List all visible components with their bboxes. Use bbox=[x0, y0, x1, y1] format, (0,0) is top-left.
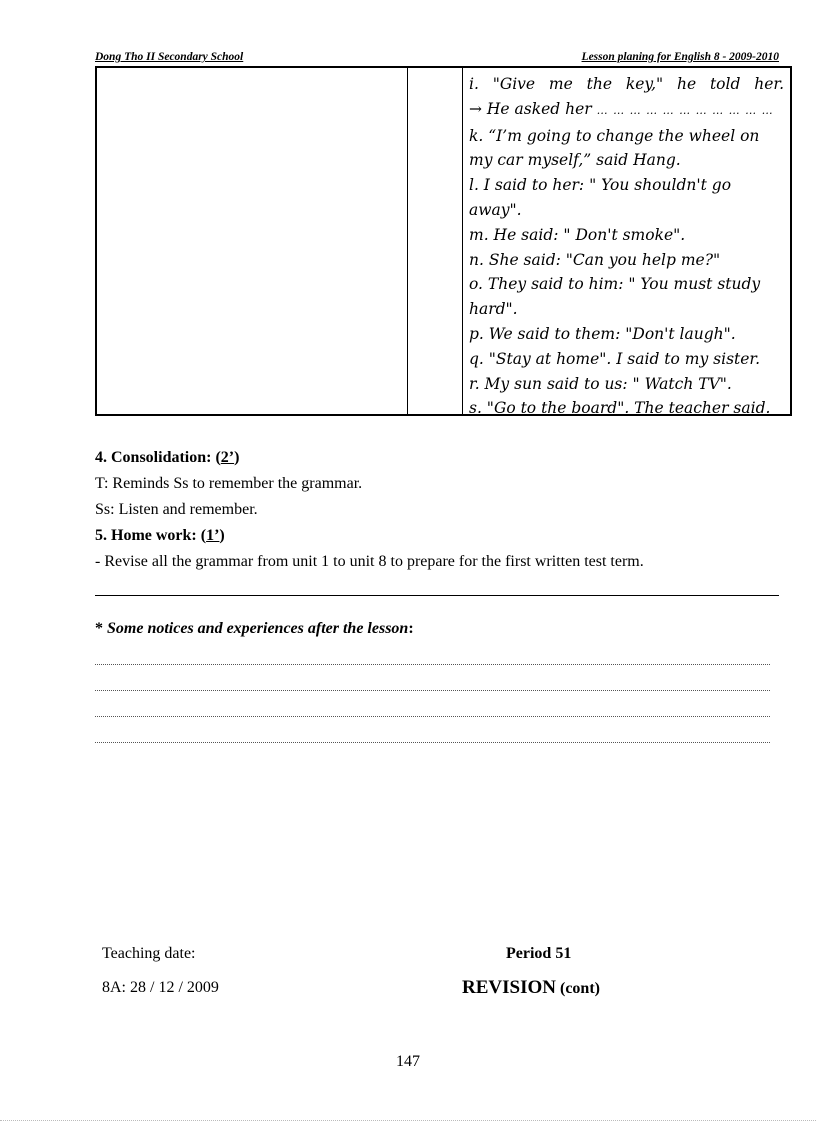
exercise-item-o: o. They said to him: " You must study hard". bbox=[469, 275, 761, 319]
notices-heading bbox=[95, 620, 414, 638]
homework-line-1: - Revise all the grammar from unit 1 to unit 8 to prepare for the first written test term. bbox=[95, 553, 644, 570]
exercise-item-p: p. We said to them: "Don't laugh". bbox=[469, 324, 736, 343]
notices-colon: : bbox=[408, 620, 414, 637]
exercise-item-i-answer bbox=[469, 97, 784, 124]
document-title: Lesson planing for English 8 - 2009-2010 bbox=[581, 51, 779, 63]
consolidation-time: 2’ bbox=[220, 449, 235, 466]
school-name: Dong Tho II Secondary School bbox=[95, 51, 244, 63]
exercise-prefix: → He asked her bbox=[469, 99, 597, 118]
revision-label: REVISION bbox=[462, 977, 556, 998]
exercise-item-q: q. "Stay at home". I said to my sister. bbox=[469, 349, 761, 368]
period-label: Period 51 bbox=[506, 945, 572, 962]
revision-title bbox=[462, 977, 600, 999]
exercise-item-m: m. He said: " Don't smoke". bbox=[469, 225, 686, 244]
teaching-date-label: Teaching date: bbox=[102, 945, 196, 962]
revision-suffix: (cont) bbox=[559, 980, 600, 997]
consolidation-line-1: T: Reminds Ss to remember the grammar. bbox=[95, 475, 363, 492]
page-number: 147 bbox=[396, 1053, 420, 1070]
notes-dotted-line bbox=[95, 716, 770, 717]
column-divider bbox=[462, 68, 463, 414]
exercise-cell bbox=[469, 72, 784, 421]
consolidation-line-2: Ss: Listen and remember. bbox=[95, 501, 258, 518]
homework-heading bbox=[95, 526, 225, 546]
notes-dotted-line bbox=[95, 742, 770, 743]
homework-time: 1’ bbox=[206, 527, 220, 544]
homework-close: ) bbox=[219, 527, 225, 544]
consolidation-label: 4. Consolidation bbox=[95, 449, 207, 466]
notes-dotted-line bbox=[95, 690, 770, 691]
answer-blank: … … … … … … … … … … … bbox=[596, 103, 774, 117]
exercise-item-l: l. I said to her: " You shouldn't go away". bbox=[469, 176, 732, 219]
notices-star: * bbox=[95, 620, 107, 637]
consolidation-close: ) bbox=[234, 449, 240, 466]
exercise-item-r: r. My sun said to us: " Watch TV". bbox=[469, 374, 732, 393]
notices-title: Some notices and experiences after the lesson bbox=[107, 620, 409, 637]
page-header bbox=[95, 51, 779, 65]
class-date: 8A: 28 / 12 / 2009 bbox=[102, 979, 219, 996]
exercise-item-i: i. "Give me the key," he told her. bbox=[469, 75, 784, 93]
consolidation-heading bbox=[95, 448, 239, 468]
page-bottom-border bbox=[0, 1120, 816, 1121]
lesson-table bbox=[95, 66, 792, 416]
homework-label: 5. Home work: ( bbox=[95, 527, 207, 544]
exercise-item-s: s. "Go to the board". The teacher said. bbox=[469, 399, 771, 418]
exercise-item-k: k. “I’m going to change the wheel on my car myself,” said Hang. bbox=[469, 126, 760, 170]
exercise-item-n: n. She said: "Can you help me?" bbox=[469, 250, 721, 269]
section-divider bbox=[95, 595, 779, 596]
column-divider bbox=[407, 68, 408, 414]
consolidation-colon: : ( bbox=[206, 449, 221, 466]
notes-dotted-line bbox=[95, 664, 770, 665]
